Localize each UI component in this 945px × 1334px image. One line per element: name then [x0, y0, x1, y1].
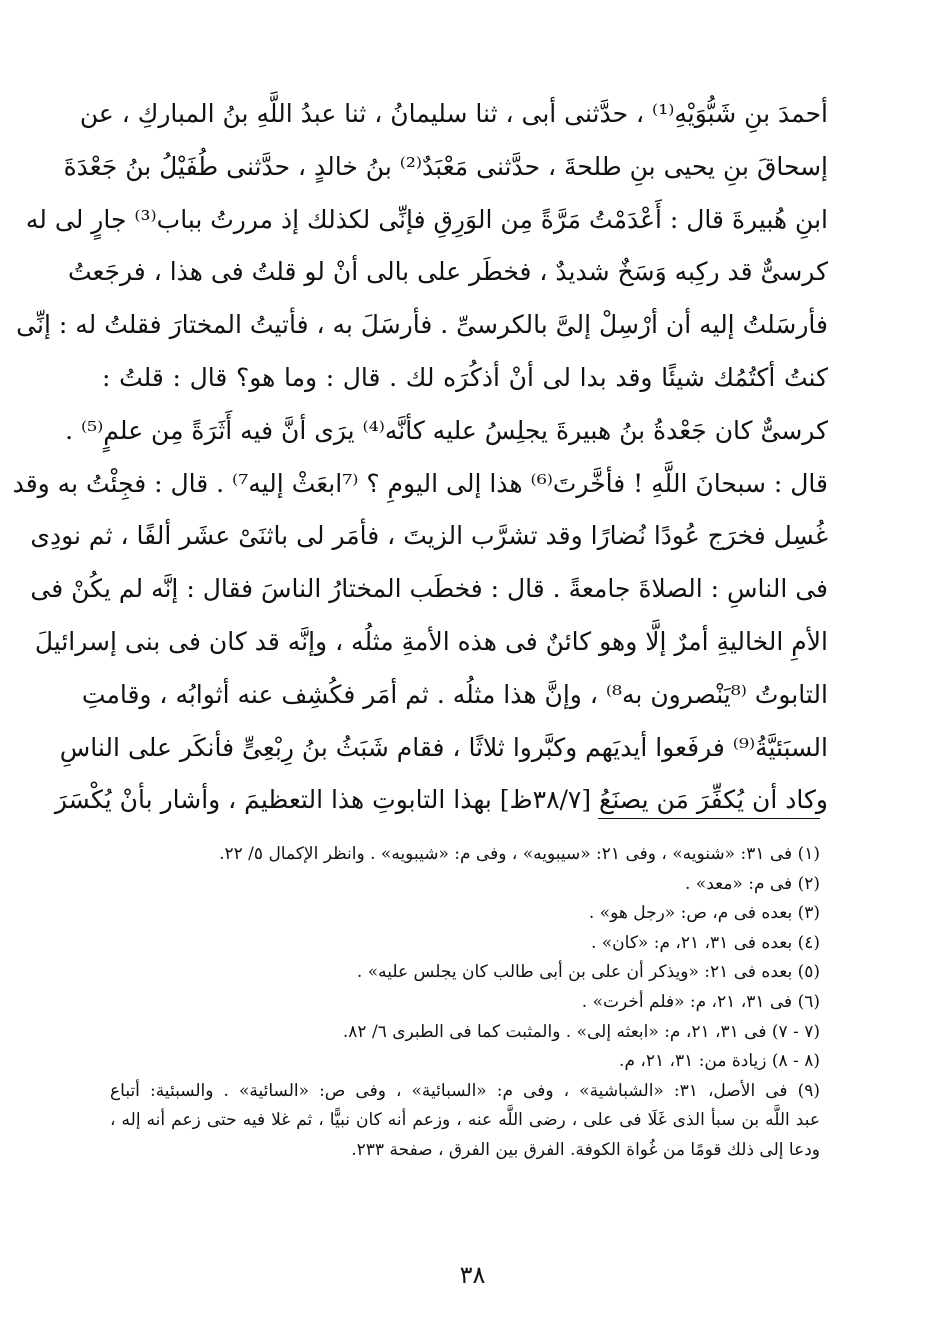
main-text-line: أحمدَ بنِ شَبُّوَيْهِ⁽¹⁾ ، حدَّثنى أبى ، ثنا سليمانُ ، ثنا عبدُ اللَّهِ بنُ المباركِ ، عن [79, 99, 828, 128]
page-number: ٣٨ [459, 1261, 486, 1289]
footnote-line: (٩) فى الأصل، ٣١: «الشباشية» ، وفى م: «السبائية» ، وفى ص: «السائية» . والسبئية: أتباع [110, 1080, 820, 1101]
main-text-line: فأرسَلتُ إليه أن أرْسِلْ إلىَّ بالكرسىِّ . فأرسَلَ به ، فأتيتُ المختارَ فقلتُ له : إنِّى [16, 310, 828, 340]
footnote-line: (٢) فى م: «معد» . [684, 873, 820, 894]
main-text-line: وكاد أن يُكفِّرَ مَن يصنَعُ [٣٨/٧ظ] بهذا التابوتِ هذا التعظيمَ ، وأشار بأنْ يُكْسَرَ [54, 785, 828, 815]
footnote-line: (٤) بعده فى ٣١، ٢١، م: «كان» . [590, 932, 820, 953]
main-text-line: كرسىٌّ قد ركِبه وَسَخٌ شديدٌ ، فخطَر على بالى أنْ لو قلتُ فى هذا ، فرجَعتُ [67, 257, 828, 287]
main-text-line: إسحاقَ بنِ يحيى بنِ طلحةَ ، حدَّثنى مَعْبَدٌ⁽²⁾ بنُ خالدٍ ، حدَّثنى طُفَيْلُ بنُ جَعْدَةَ [63, 151, 828, 181]
footnote-line: (٦) فى ٣١، ٢١، م: «فلم أخرت» . [581, 991, 820, 1012]
footnote-line: (٥) بعده فى ٢١: «ويذكر أن على بن أبى طالب كان يجلس عليه» . [356, 962, 820, 983]
main-text-line: قال : سبحانَ اللَّهِ ! فأخَّرتَ⁽⁶⁾ هذا إلى اليومِ ؟ ⁽⁷ابعَثْ إليه⁷⁾ . قال : فجِئْتُ به وقد [12, 468, 828, 498]
main-text-line: ابنِ هُبيرةَ قال : أَعْدَمْتُ مَرَّةً مِن الوَرِقِ فإنِّى لكذلك إذ مررتُ بباب⁽³⁾ جارٍ لى له [25, 204, 828, 234]
footnotes-block [110, 840, 820, 1166]
main-text-line: التابوتُ ⁽⁸يَنْصرون به⁸⁾ ، وإنَّ هذا مثلُه . ثم أمَر فكُشِف عنه أثوابُه ، وقامتِ [81, 679, 828, 709]
main-text-line: كنتُ أكتُمُك شيئًا وقد بدا لى أنْ أذكُرَه لك . قال : وما هو؟ قال : قلتُ : [102, 362, 828, 392]
footnote-line: ودعا إلى ذلك قومًا من غُواة الكوفة. الفرق بين الفرق ، صفحة ٢٣٣. [351, 1139, 820, 1160]
footnote-line: (٨ - ٨) زيادة من: ٣١، ٢١، م. [619, 1051, 820, 1072]
footnote-separator [598, 818, 820, 819]
main-text-line: الأمِ الخاليةِ أمرٌ إلَّا وهو كائنٌ فى هذه الأمةِ مثلُه ، وإنَّه قد كان فى بنى إسرائيلَ [34, 626, 828, 656]
footnote-line: عبد اللَّه بن سبأ الذى غَلَا فى على ، رضى اللَّه عنه ، وزعم أنه كان نبيًّا ، ثم غلا فيه حتى زعم أنه إله ، [110, 1110, 820, 1131]
main-text-line: كرسىٌّ كان جَعْدةُ بنُ هبيرةَ يجلِسُ عليه كأنَّه⁽⁴⁾ يرَى أنَّ فيه أَثَرَةً مِن علمٍ⁽⁵⁾ . [65, 415, 828, 445]
footnote-line: (٣) بعده فى م، ص: «رجل هو» . [588, 903, 820, 924]
main-text-block [12, 88, 828, 827]
main-text-line: فى الناسِ : الصلاةَ جامعةً . قال : فخطَب المختارُ الناسَ فقال : إنَّه لم يكُنْ فى [30, 574, 828, 604]
main-text-line: السبَئيَّةُ⁽⁹⁾ فرفَعوا أيديَهم وكبَّروا ثلاثًا ، فقام شَبَثُ بنُ رِبْعِىٍّ فأنكَر على الناسِ [59, 732, 828, 762]
footnote-line: (١) فى ٣١: «شنويه» ، وفى ٢١: «سيبويه» ، وفى م: «شيبويه» . وانظر الإكمال ٥/ ٢٢. [219, 844, 820, 864]
footnote-line: (٧ - ٧) فى ٣١، ٢١، م: «ابعثه إلى» . والمثبت كما فى الطبرى ٦/ ٨٢. [342, 1021, 820, 1042]
main-text-line: غُسِل فخرَج عُودًا نُضارًا وقد تشرَّب الزيتَ ، فأمَر لى باثنَىْ عشَر ألفًا ، ثم نودِى [30, 521, 828, 551]
